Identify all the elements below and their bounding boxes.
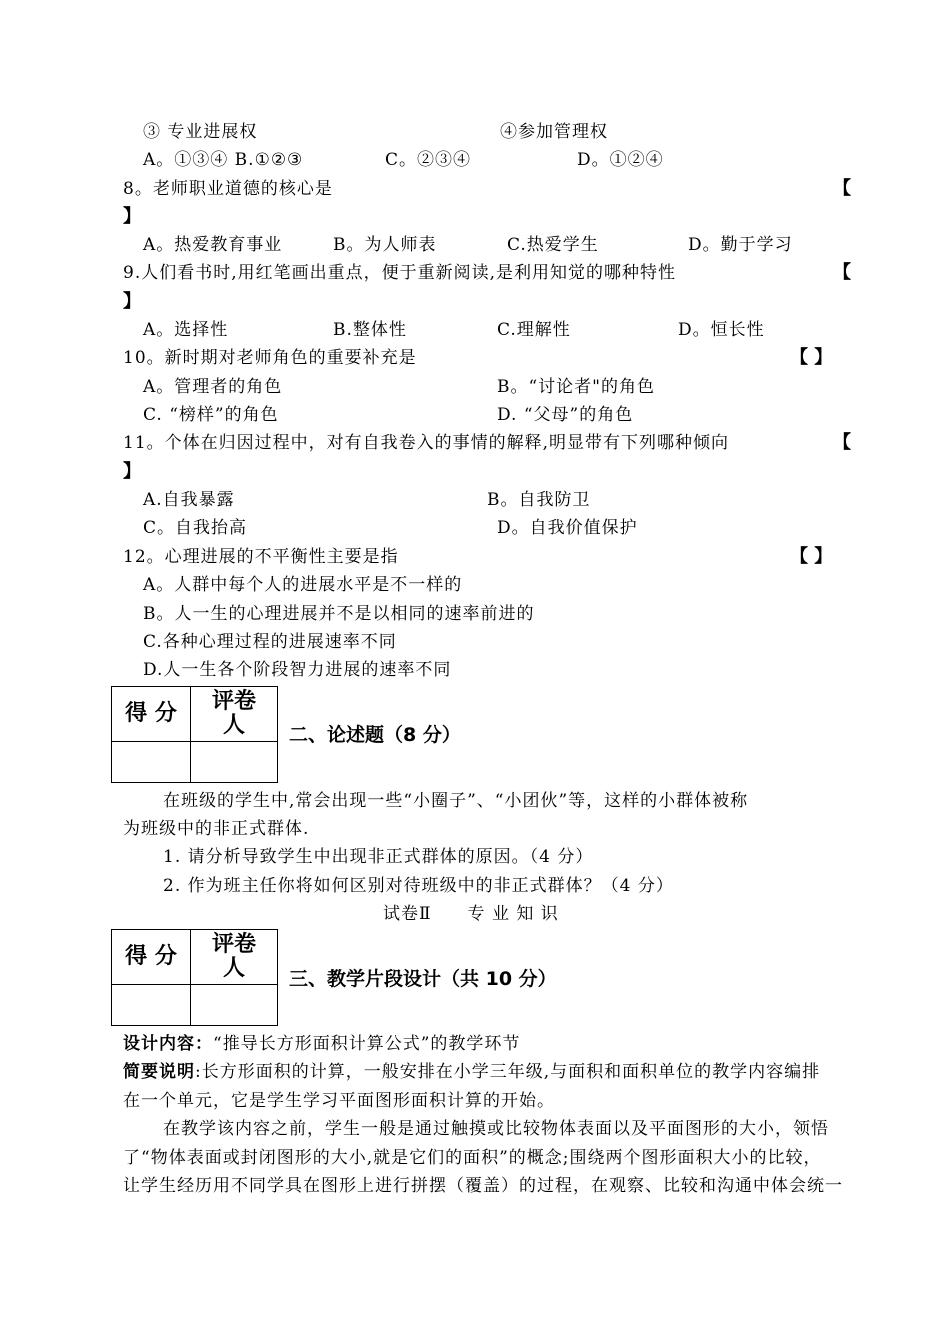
q9-choice-d: D。恒长性 xyxy=(678,320,765,340)
q12-answer-bracket: 【 】 xyxy=(790,546,833,567)
section3-brief-line1 xyxy=(123,1061,820,1083)
score-label: 得 分 xyxy=(112,687,191,742)
q11-stem: 11。个体在归因过程中，对有自我卷入的事情的解释,明显带有下列哪种倾向 xyxy=(123,433,730,453)
section3-para-line3: 让学生经历用不同学具在图形上进行拼摆（覆盖）的过程，在观察、比较和沟通中体会统一 xyxy=(123,1176,843,1196)
section2-intro-line2: 为班级中的非正式群体. xyxy=(123,819,310,839)
paper2-heading: 试卷Ⅱ 专 业 知 识 xyxy=(383,904,559,924)
grader-input-cell[interactable] xyxy=(191,742,278,783)
q9-choice-b: B.整体性 xyxy=(333,320,407,340)
q12-choice-c: C.各种心理过程的进展速率不同 xyxy=(143,632,397,652)
grader-label xyxy=(191,687,278,742)
section3-content-line xyxy=(123,1033,520,1055)
q10-choice-b: B。“讨论者"的角色 xyxy=(497,377,656,397)
q10-answer-bracket: 【 】 xyxy=(790,347,833,368)
q10-stem: 10。新时期对老师角色的重要补充是 xyxy=(123,348,417,368)
q11-bracket-close: 】 xyxy=(123,461,141,482)
q11-bracket-open: 【 xyxy=(833,432,851,453)
brief-text-line1: :长方形面积的计算，一般安排在小学三年级,与面积和面积单位的教学内容编排 xyxy=(195,1062,821,1082)
q10-choice-d: D. “父母”的角色 xyxy=(497,405,634,425)
q10-choice-c: C. “榜样”的角色 xyxy=(143,405,279,425)
q9-choice-c: C.理解性 xyxy=(497,320,571,340)
grader-label xyxy=(191,930,278,985)
section3-brief-line2: 在一个单元，它是学生学习平面图形面积计算的开始。 xyxy=(123,1091,555,1111)
grader-input-cell[interactable] xyxy=(191,985,278,1026)
design-content-text: “推导长方形面积计算公式”的教学环节 xyxy=(213,1034,521,1054)
score-table-section3 xyxy=(111,929,278,1026)
score-table-section2 xyxy=(111,686,278,783)
q9-bracket-open: 【 xyxy=(833,262,851,283)
q7-option-3: ③ 专业进展权 xyxy=(143,122,258,142)
q8-choice-a: A。热爱教育事业 xyxy=(143,235,283,255)
section3-para-line2: 了“物体表面或封闭图形的大小,就是它们的面积”的概念;围绕两个图形面积大小的比较， xyxy=(123,1148,822,1168)
q9-choice-a: A。选择性 xyxy=(143,320,229,340)
q9-stem: 9.人们看书时,用红笔画出重点，便于重新阅读,是利用知觉的哪种特性 xyxy=(123,263,677,283)
grader-label-line2: 人 xyxy=(222,956,245,981)
q8-bracket-open: 【 xyxy=(833,178,851,199)
score-input-cell[interactable] xyxy=(112,985,191,1026)
q7-option-4: ④参加管理权 xyxy=(500,122,608,142)
grader-label-line1: 评卷 xyxy=(211,932,256,957)
q7-choice-d: D。①②④ xyxy=(577,150,664,170)
q11-choice-a: A.自我暴露 xyxy=(143,490,235,510)
q8-bracket-close: 】 xyxy=(123,206,141,227)
section2-item1: 1. 请分析导致学生中出现非正式群体的原因。（4 分） xyxy=(163,847,594,867)
q12-choice-b: B。人一生的心理进展并不是以相同的速率前进的 xyxy=(143,604,535,624)
q8-choice-d: D。勤于学习 xyxy=(688,235,793,255)
section2-title: 二、论述题（8 分） xyxy=(289,724,461,746)
q12-choice-a: A。人群中每个人的进展水平是不一样的 xyxy=(143,575,463,595)
q11-choice-b: B。自我防卫 xyxy=(487,490,591,510)
score-label: 得 分 xyxy=(112,930,191,985)
brief-label: 简要说明 xyxy=(123,1062,195,1082)
section3-title: 三、教学片段设计（共 10 分） xyxy=(289,968,557,990)
q7-choice-c: C。②③④ xyxy=(385,150,472,170)
section2-intro-line1: 在班级的学生中,常会出现一些“小圈子”、“小团伙”等，这样的小群体被称 xyxy=(163,791,749,811)
section2-item2: 2. 作为班主任你将如何区别对待班级中的非正式群体？（4 分） xyxy=(163,876,674,896)
grader-label-line1: 评卷 xyxy=(211,689,256,714)
q11-choice-d: D。自我价值保护 xyxy=(497,518,638,538)
q8-choice-c: C.热爱学生 xyxy=(507,235,599,255)
q12-stem: 12。心理进展的不平衡性主要是指 xyxy=(123,547,399,567)
q9-bracket-close: 】 xyxy=(123,291,141,312)
q8-stem: 8。老师职业道德的核心是 xyxy=(123,179,333,199)
q10-choice-a: A。管理者的角色 xyxy=(143,377,283,397)
score-input-cell[interactable] xyxy=(112,742,191,783)
design-content-label: 设计内容： xyxy=(123,1034,213,1054)
grader-label-line2: 人 xyxy=(222,713,245,738)
q12-choice-d: D.人一生各个阶段智力进展的速率不同 xyxy=(143,660,452,680)
q11-choice-c: C。自我抬高 xyxy=(143,518,248,538)
q8-choice-b: B。为人师表 xyxy=(333,235,437,255)
q7-choice-ab: A。①③④ B.①②③ xyxy=(143,150,304,170)
section3-para-line1: 在教学该内容之前，学生一般是通过触摸或比较物体表面以及平面图形的大小，领悟 xyxy=(163,1119,829,1139)
